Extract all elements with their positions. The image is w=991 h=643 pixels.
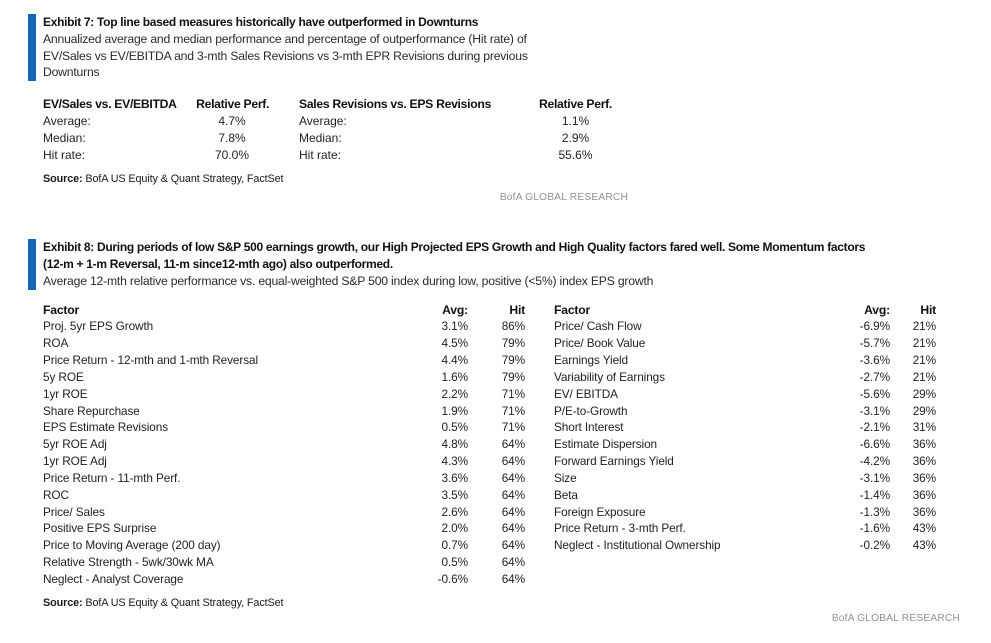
relative-perf-header: Relative Perf. — [196, 96, 270, 111]
table-row — [43, 520, 525, 537]
factor-name: ROA — [43, 336, 69, 351]
relative-perf-header: Relative Perf. — [538, 96, 613, 111]
exhibit-7-header — [28, 14, 628, 81]
table-row — [43, 504, 525, 521]
factor-name: Short Interest — [554, 420, 624, 435]
table-row — [43, 335, 525, 352]
table-row — [43, 453, 525, 470]
hit-value: 43% — [912, 521, 936, 536]
stat-value: 55.6% — [558, 147, 593, 162]
hit-header: Hit — [509, 302, 525, 317]
stat-value: 1.1% — [561, 113, 590, 128]
avg-value: -1.6% — [859, 521, 890, 536]
factor-name: Price/ Sales — [43, 504, 105, 519]
ev-sales-vs-ev-ebitda-table — [43, 96, 288, 164]
hit-value: 21% — [912, 336, 936, 351]
table-row — [43, 537, 525, 554]
factor-name: Price Return - 11-mth Perf. — [43, 470, 181, 485]
avg-value: 3.1% — [441, 319, 468, 334]
table-row — [299, 113, 628, 130]
factor-table-right — [554, 302, 936, 588]
avg-header: Avg: — [442, 302, 468, 317]
table-row — [554, 403, 936, 420]
exhibit-accent-bar — [28, 14, 36, 81]
table-body — [554, 318, 936, 554]
table-header-row — [43, 302, 525, 319]
factor-name: ROC — [43, 487, 69, 502]
avg-value: 2.6% — [441, 504, 468, 519]
hit-value: 31% — [912, 420, 936, 435]
factor-name: Price Return - 3-mth Perf. — [554, 521, 686, 536]
table-row — [43, 130, 288, 147]
avg-value: 0.7% — [441, 538, 468, 553]
source-text: BofA US Equity & Quant Strategy, FactSet — [82, 596, 284, 609]
table-row — [43, 571, 525, 588]
hit-value: 36% — [912, 487, 936, 502]
factor-name: Price/ Book Value — [554, 336, 646, 351]
hit-value: 36% — [912, 454, 936, 469]
table-row — [43, 113, 288, 130]
table-row — [554, 470, 936, 487]
hit-value: 64% — [501, 572, 525, 586]
hit-value: 64% — [501, 538, 525, 553]
table-row — [43, 147, 288, 164]
stat-value: 7.8% — [218, 130, 246, 145]
factor-name: Positive EPS Surprise — [43, 521, 157, 536]
exhibit-7-subtitle-line-1: Annualized average and median performance and percentage of outperformance (Hit rate) of — [43, 32, 527, 46]
hit-value: 21% — [912, 369, 936, 384]
hit-value: 21% — [912, 353, 936, 368]
hit-value: 79% — [501, 353, 525, 368]
avg-value: -0.6% — [437, 572, 468, 586]
avg-value: 0.5% — [441, 420, 468, 435]
avg-header: Avg: — [864, 302, 890, 317]
stat-label: Hit rate: — [43, 147, 86, 162]
avg-value: 3.5% — [441, 487, 468, 502]
avg-value: -5.6% — [859, 386, 890, 401]
factor-name: Earnings Yield — [554, 353, 629, 368]
hit-value: 64% — [501, 504, 525, 519]
stat-value: 4.7% — [218, 113, 246, 128]
hit-value: 36% — [912, 504, 936, 519]
source-label: Source: — [43, 172, 83, 185]
table-row — [554, 504, 936, 521]
avg-value: -3.1% — [859, 403, 890, 418]
factor-name: Foreign Exposure — [554, 504, 646, 519]
avg-value: -2.1% — [859, 420, 890, 435]
exhibit-8-tables — [43, 302, 960, 588]
factor-name: Share Repurchase — [43, 403, 140, 418]
exhibit-8-title-line-1: Exhibit 8: During periods of low S&P 500 earnings growth, our High Projected EPS Growth and High Quality factors fared well. Some Momentum factors — [43, 240, 866, 254]
avg-value: 2.2% — [441, 386, 468, 401]
hit-value: 21% — [912, 319, 936, 334]
factor-name: EV/ EBITDA — [554, 386, 618, 401]
table-row — [554, 520, 936, 537]
table-row — [299, 130, 628, 147]
avg-value: 1.9% — [441, 403, 468, 418]
factor-name: Neglect - Analyst Coverage — [43, 572, 184, 586]
factor-name: P/E-to-Growth — [554, 403, 628, 418]
hit-value: 36% — [912, 437, 936, 452]
avg-value: 2.0% — [441, 521, 468, 536]
exhibit-8-subtitle: Average 12-mth relative performance vs. equal-weighted S&P 500 index during low, positive (<5%) index EPS growth — [43, 274, 654, 288]
factor-name: Neglect - Institutional Ownership — [554, 538, 721, 553]
exhibit-8-section — [28, 239, 960, 624]
table-header-row — [43, 96, 288, 113]
table-name-header: EV/Sales vs. EV/EBITDA — [43, 96, 177, 111]
table-row — [43, 318, 525, 335]
exhibit-accent-bar — [28, 239, 36, 290]
stat-label: Average: — [299, 113, 347, 128]
factor-name: 1yr ROE — [43, 386, 88, 401]
avg-value: 3.6% — [441, 470, 468, 485]
avg-value: 4.3% — [441, 454, 468, 469]
hit-value: 43% — [912, 538, 936, 553]
table-row — [43, 352, 525, 369]
avg-value: -1.3% — [859, 504, 890, 519]
avg-value: -6.6% — [859, 437, 890, 452]
avg-value: -6.9% — [859, 319, 890, 334]
hit-value: 71% — [501, 420, 525, 435]
avg-value: 4.8% — [441, 437, 468, 452]
table-name-header: Sales Revisions vs. EPS Revisions — [299, 96, 491, 111]
avg-value: 4.5% — [441, 336, 468, 351]
exhibit-8-header — [28, 239, 960, 290]
factor-header: Factor — [43, 302, 80, 317]
hit-value: 36% — [912, 470, 936, 485]
table-row — [43, 403, 525, 420]
factor-name: Price Return - 12-mth and 1-mth Reversal — [43, 353, 258, 368]
table-row — [554, 537, 936, 554]
exhibit-7-tables — [43, 96, 628, 164]
table-body — [43, 113, 288, 164]
factor-name: 5y ROE — [43, 369, 84, 384]
factor-header: Factor — [554, 302, 591, 317]
avg-value: -0.2% — [859, 538, 890, 553]
table-row — [43, 436, 525, 453]
avg-value: -1.4% — [859, 487, 890, 502]
exhibit-7-subtitle-line-2: EV/Sales vs EV/EBITDA and 3-mth Sales Revisions vs 3-mth EPR Revisions during previous — [43, 48, 528, 63]
hit-value: 64% — [501, 454, 525, 469]
factor-name: Relative Strength - 5wk/30wk MA — [43, 555, 214, 570]
table-body — [43, 318, 525, 588]
avg-value: -3.6% — [859, 353, 890, 368]
factor-name: Size — [554, 470, 577, 485]
source-label: Source: — [43, 596, 83, 609]
hit-value: 71% — [501, 386, 525, 401]
table-row — [43, 419, 525, 436]
exhibit-7-section — [28, 14, 628, 203]
hit-value: 64% — [501, 437, 525, 452]
table-row — [554, 436, 936, 453]
factor-name: 5yr ROE Adj — [43, 437, 107, 452]
avg-value: -5.7% — [859, 336, 890, 351]
avg-value: 1.6% — [441, 369, 468, 384]
table-row — [299, 147, 628, 164]
table-header-row — [299, 96, 628, 113]
bofa-global-research-label: BofA GLOBAL RESEARCH — [499, 191, 628, 203]
hit-value: 64% — [501, 521, 525, 536]
exhibit-7-title: Exhibit 7: Top line based measures historically have outperformed in Downturns — [43, 15, 479, 29]
exhibit-8-source — [43, 597, 960, 609]
table-row — [43, 554, 525, 571]
factor-name: 1yr ROE Adj — [43, 454, 107, 469]
avg-value: -3.1% — [859, 470, 890, 485]
factor-table-left — [43, 302, 525, 588]
bofa-global-research-label: BofA GLOBAL RESEARCH — [831, 612, 960, 624]
hit-value: 64% — [501, 555, 525, 570]
stat-label: Hit rate: — [299, 147, 342, 162]
exhibit-8-title-line-2: (12-m + 1-m Reversal, 11-m since12-mth ago) also outperformed. — [43, 257, 393, 271]
exhibit-7-source — [43, 173, 628, 185]
exhibit-8-titles — [43, 239, 960, 290]
table-body — [299, 113, 628, 164]
stat-value: 70.0% — [214, 147, 250, 162]
avg-value: -4.2% — [859, 454, 890, 469]
table-row — [554, 453, 936, 470]
table-row — [554, 369, 936, 386]
hit-value: 64% — [501, 470, 525, 485]
table-row — [43, 369, 525, 386]
hit-value: 29% — [912, 386, 936, 401]
hit-value: 79% — [501, 336, 525, 351]
factor-name: Forward Earnings Yield — [554, 454, 674, 469]
table-row — [554, 352, 936, 369]
table-row — [43, 487, 525, 504]
factor-name: Beta — [554, 487, 578, 502]
avg-value: -2.7% — [859, 369, 890, 384]
factor-name: Proj. 5yr EPS Growth — [43, 319, 154, 334]
stat-label: Median: — [43, 130, 86, 145]
factor-name: Estimate Dispersion — [554, 437, 657, 452]
table-row — [43, 386, 525, 403]
table-row — [554, 318, 936, 335]
factor-name: Price to Moving Average (200 day) — [43, 538, 221, 553]
avg-value: 4.4% — [441, 353, 468, 368]
factor-name: EPS Estimate Revisions — [43, 420, 168, 435]
hit-value: 71% — [501, 403, 525, 418]
exhibit-7-titles — [43, 14, 628, 81]
table-row — [43, 470, 525, 487]
hit-value: 79% — [501, 369, 525, 384]
stat-value: 2.9% — [561, 130, 590, 145]
table-row — [554, 419, 936, 436]
exhibit-7-subtitle-line-3: Downturns — [43, 65, 100, 79]
factor-name: Price/ Cash Flow — [554, 319, 642, 334]
table-header-row — [554, 302, 936, 319]
hit-value: 86% — [501, 319, 525, 334]
hit-header: Hit — [920, 302, 936, 317]
stat-label: Median: — [299, 130, 342, 145]
hit-value: 29% — [912, 403, 936, 418]
source-text: BofA US Equity & Quant Strategy, FactSet — [82, 172, 284, 185]
table-row — [554, 487, 936, 504]
sales-revisions-vs-eps-revisions-table — [299, 96, 628, 164]
table-row — [554, 386, 936, 403]
table-row — [554, 335, 936, 352]
hit-value: 64% — [501, 487, 525, 502]
stat-label: Average: — [43, 113, 91, 128]
factor-name: Variability of Earnings — [554, 369, 665, 384]
avg-value: 0.5% — [441, 555, 468, 570]
